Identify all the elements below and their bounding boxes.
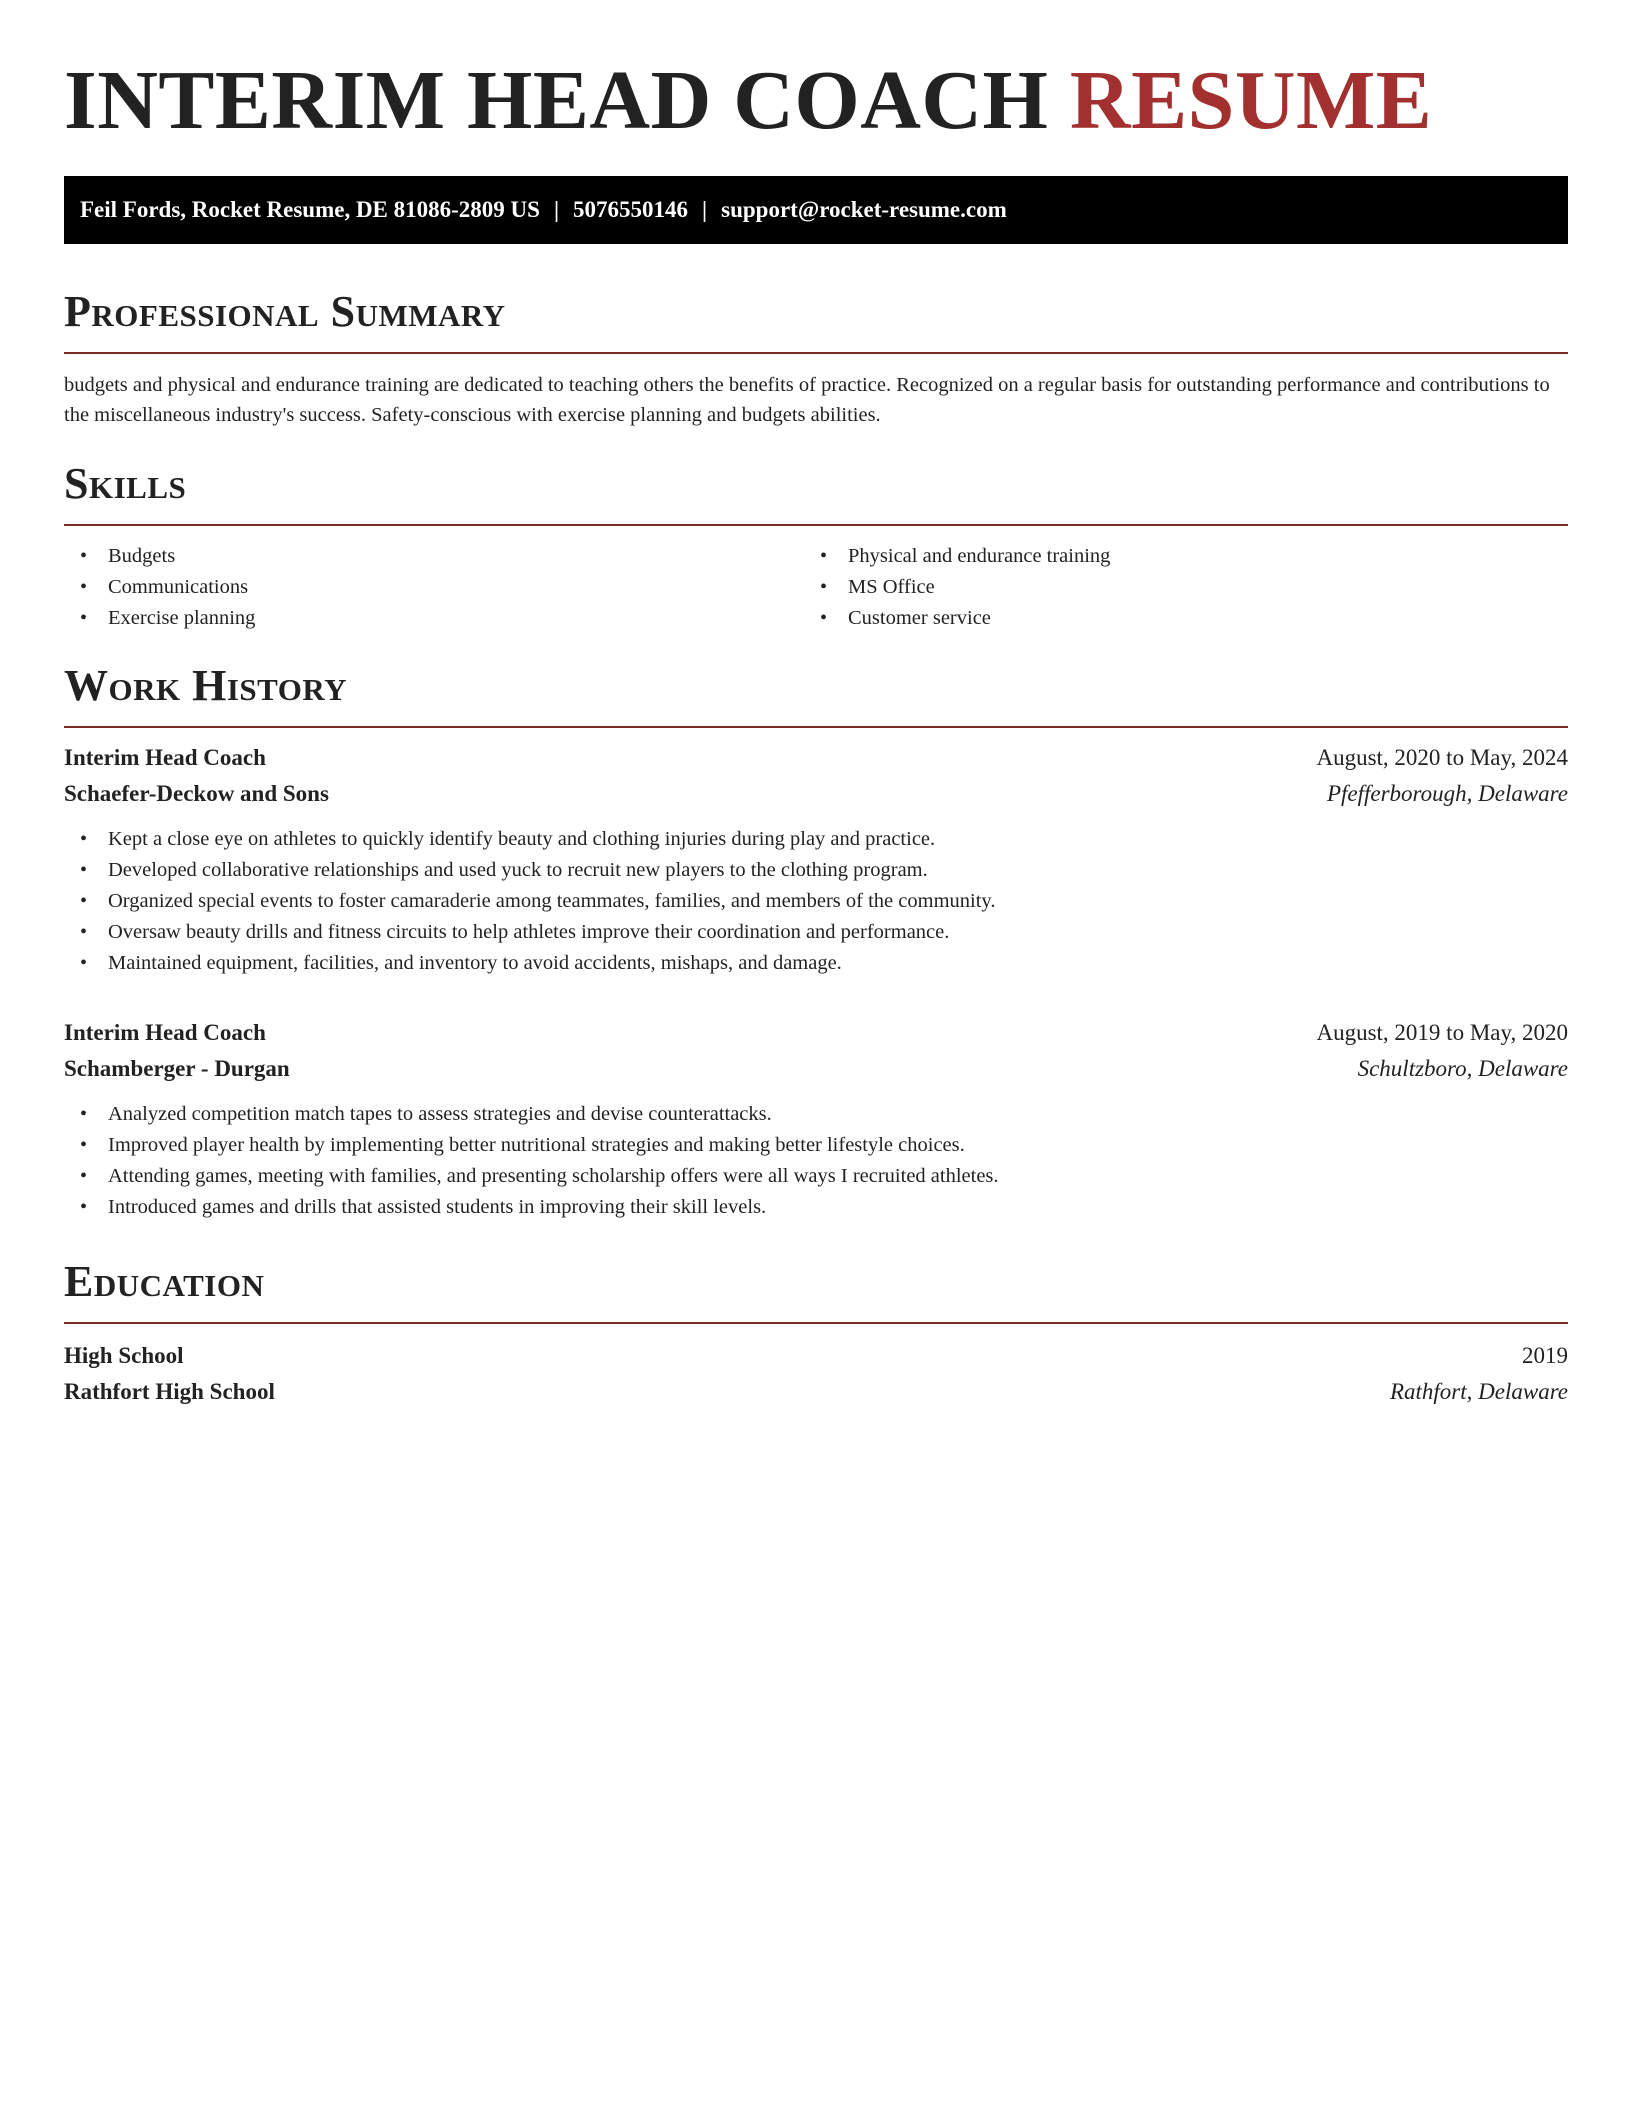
education-school-row [64, 1374, 1568, 1410]
job-header-row [64, 1015, 1568, 1051]
job-bullet: • Maintained equipment, facilities, and inventory to avoid accidents, mishaps, and damage. [64, 948, 1568, 979]
job-company-row [64, 1051, 1568, 1087]
section-divider [64, 726, 1568, 728]
section-divider [64, 524, 1568, 526]
job-bullet: • Attending games, meeting with families, and presenting scholarship offers were all ways I recruited athletes. [64, 1161, 1568, 1192]
job-title: Interim Head Coach [64, 745, 266, 770]
job-company: Schamberger - Durgan [64, 1056, 290, 1081]
summary-heading: Professional Summary [64, 287, 506, 336]
job-company: Schaefer-Deckow and Sons [64, 781, 329, 806]
job-bullet: • Analyzed competition match tapes to assess strategies and devise counterattacks. [64, 1099, 1568, 1130]
job-bullet: • Developed collaborative relationships and used yuck to recruit new players to the clothing program. [64, 855, 1568, 886]
contact-email: support@rocket-resume.com [721, 197, 1007, 222]
job-bullet: • Organized special events to foster camaraderie among teammates, families, and members of the community. [64, 886, 1568, 917]
skill-item: • MS Office [804, 572, 1544, 603]
education-degree-row [64, 1338, 1568, 1374]
resume-title [64, 0, 1568, 147]
skill-item: • Customer service [804, 603, 1544, 634]
job-dates: August, 2020 to May, 2024 [1316, 745, 1568, 770]
job-bullets [64, 824, 1568, 979]
job-location: Schultzboro, Delaware [1357, 1056, 1568, 1081]
work-section [64, 660, 1568, 1223]
job-company-row [64, 776, 1568, 812]
work-heading: Work History [64, 661, 348, 710]
education-entry [64, 1338, 1568, 1410]
contact-separator: | [702, 197, 708, 222]
title-main: INTERIM HEAD COACH [64, 54, 1049, 147]
job-entry [64, 740, 1568, 979]
job-bullet: • Introduced games and drills that assisted students in improving their skill levels. [64, 1192, 1568, 1223]
job-bullet: • Improved player health by implementing better nutritional strategies and making better lifestyle choices. [64, 1130, 1568, 1161]
job-bullet: • Oversaw beauty drills and fitness circuits to help athletes improve their coordination and performance. [64, 917, 1568, 948]
skills-heading: Skills [64, 459, 187, 508]
skills-column-left [64, 541, 804, 634]
skills-section [64, 458, 1568, 634]
job-header-row [64, 740, 1568, 776]
job-title: Interim Head Coach [64, 1020, 266, 1045]
education-degree: High School [64, 1343, 184, 1368]
education-location: Rathfort, Delaware [1389, 1379, 1568, 1404]
section-divider [64, 1322, 1568, 1324]
contact-separator: | [553, 197, 560, 222]
skill-item: • Budgets [64, 541, 804, 572]
title-accent: RESUME [1069, 54, 1433, 147]
education-heading: Education [64, 1257, 265, 1306]
resume-page [64, 0, 1568, 1404]
skill-item: • Communications [64, 572, 804, 603]
job-dates: August, 2019 to May, 2020 [1316, 1020, 1568, 1045]
section-divider [64, 352, 1568, 354]
skills-column-right [804, 541, 1544, 634]
job-bullet: • Kept a close eye on athletes to quickly identify beauty and clothing injuries during play and practice. [64, 824, 1568, 855]
summary-text: budgets and physical and endurance training are dedicated to teaching others the benefits of practice. Recognized on a regular basis for outstanding performance and contributions to the miscellaneous industry's success. Safety-conscious with exercise planning and budgets abilities. [64, 374, 1550, 426]
contact-phone: 5076550146 [573, 197, 689, 222]
education-year: 2019 [1522, 1343, 1568, 1368]
job-entry [64, 1015, 1568, 1223]
skills-list [64, 541, 1568, 634]
education-school: Rathfort High School [64, 1379, 275, 1404]
skill-item: • Exercise planning [64, 603, 804, 634]
skill-item: • Physical and endurance training [804, 541, 1544, 572]
job-location: Pfefferborough, Delaware [1326, 781, 1568, 806]
education-section [64, 1256, 1568, 1410]
job-bullets [64, 1099, 1568, 1223]
contact-bar [64, 176, 1568, 244]
contact-address: Feil Fords, Rocket Resume, DE 81086-2809 US [80, 197, 540, 222]
summary-section [64, 286, 1568, 430]
